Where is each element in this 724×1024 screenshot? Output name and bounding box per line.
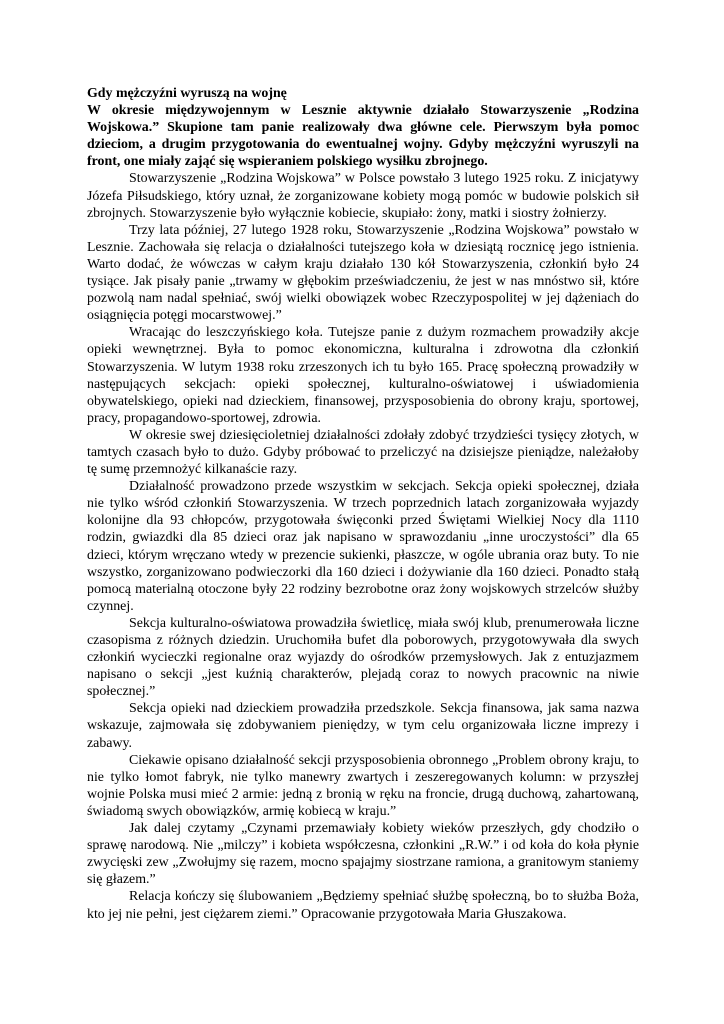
- paragraph: Działalność prowadzono przede wszystkim w sekcjach. Sekcja opieki społecznej, działa nie tylko wśród członkiń Stowarzyszenia. W trzech poprzednich latach zorganizowała wyjazdy kolonijne dla 93 chłopców, przygotowała święconki przed Świętami Wielkiej Nocy dla 1110 rodzin, gwiazdki dla 85 dzieci oraz jak napisano w sprawozdaniu „inne uroczystości” dla 65 dzieci, którym wręczano wtedy w prezencie sukienki, płaszcze, w ogóle ubrania oraz buty. To nie wszystko, zorganizowano podwieczorki dla 160 dzieci i dożywianie dla 160 dzieci. Ponadto stałą pomocą materialną otoczone były 22 rodziny bezrobotne oraz żony wojskowych strzelców służby czynnej.: [87, 479, 639, 614]
- paragraph: Ciekawie opisano działalność sekcji przysposobienia obronnego „Problem obrony kraju, to nie tylko łomot fabryk, nie tylko manewry zwartych i zeszeregowanych kolumn: w przyszłej wojnie Polska musi mieć 2 armie: jedną z bronią w ręku na froncie, drugą duchową, zahartowaną, świadomą swych obowiązków, armię kobiecą w kraju.”: [87, 752, 639, 819]
- article-title: Gdy mężczyźni wyruszą na wojnę: [87, 86, 287, 101]
- paragraph: Sekcja opieki nad dzieckiem prowadziła przedszkole. Sekcja finansowa, jak sama nazwa wskazuje, zajmowała się zdobywaniem pieniędzy, w tym celu organizowała liczne imprezy i zabawy.: [87, 701, 639, 751]
- document-page: [87, 85, 639, 923]
- paragraph-closing: Relacja kończy się ślubowaniem „Będziemy spełniać służbę społeczną, bo to służba Boża, kto jej nie pełni, jest ciężarem ziemi.” Opracowanie przygotowała Maria Głuszakowa.: [87, 889, 639, 922]
- paragraph: Trzy lata później, 27 lutego 1928 roku, Stowarzyszenie „Rodzina Wojskowa” powstało w Lesznie. Zachowała się relacja o działalności tutejszego koła w dziesiątą rocznicę jego istnienia. Warto dodać, że wówczas w całym kraju działało 130 kół Stowarzyszenia, członkiń było 24 tysiące. Jak pisały panie „trwamy w głębokim przeświadczeniu, że jest w nas mnóstwo sił, które pozwolą nam nadal spełniać, swój wielki obowiązek wobec Rzeczypospolitej w jej dążeniach do osiągnięcia potęgi mocarstwowej.”: [87, 222, 639, 324]
- paragraph: Wracając do leszczyńskiego koła. Tutejsze panie z dużym rozmachem prowadziły akcje opieki wewnętrznej. Była to pomoc ekonomiczna, kulturalna i zdrowotna dla członkiń Stowarzyszenia. W lutym 1938 roku zrzeszonych ich tu było 165. Pracę społeczną prowadziły w następujących sekcjach: opieki społecznej, kulturalno-oświatowej i uświadomienia obywatelskiego, opieki nad dzieckiem, finansowej, przysposobienia do obrony kraju, sportowej, pracy, propagandowo-sportowej, zdrowia.: [87, 325, 639, 426]
- paragraph: W okresie swej dziesięcioletniej działalności zdołały zdobyć trzydzieści tysięcy złotych, w tamtych czasach było to dużo. Gdyby próbować to przeliczyć na dzisiejsze pieniądze, należałoby tę sumę przemnożyć kilkanaście razy.: [87, 427, 639, 478]
- paragraph: Jak dalej czytamy „Czynami przemawiały kobiety wieków przeszłych, gdy chodziło o sprawę narodową. Nie „milczy” i kobieta współczesna, członkini „R.W.” i od koła do koła płynie zwycięski zew „Zwołujmy się razem, mocno spajajmy siostrzane ramiona, a granitowym staniemy się głazem.”: [87, 821, 639, 888]
- paragraph: Sekcja kulturalno-oświatowa prowadziła świetlicę, miała swój klub, prenumerowała liczne czasopisma z różnych dziedzin. Uruchomiła bufet dla poborowych, przygotowywała dla swych członkiń wycieczki regionalne oraz wyjazdy do ośrodków przemysłowych. Jak z entuzjazmem napisano o sekcji „jest kuźnią charakterów, plejadą coraz to nowych pracownic na niwie społecznej.”: [87, 615, 639, 700]
- article-lead: W okresie międzywojennym w Lesznie aktywnie działało Stowarzyszenie „Rodzina Wojskowa.” Skupione tam panie realizowały dwa główne cele. Pierwszym była pomoc dzieciom, a drugim przygotowania do ewentualnej wojny. Gdyby mężczyźni wyruszyli na front, one miały zająć się wspieraniem polskiego wysiłku zbrojnego.: [87, 103, 639, 170]
- paragraph: Stowarzyszenie „Rodzina Wojskowa” w Polsce powstało 3 lutego 1925 roku. Z inicjatywy Józefa Piłsudskiego, który uznał, że zorganizowane kobiety mogą pomóc w budowie polskich sił zbrojnych. Stowarzyszenie było wyłącznie kobiecie, skupiało: żony, matki i siostry żołnierzy.: [87, 171, 639, 221]
